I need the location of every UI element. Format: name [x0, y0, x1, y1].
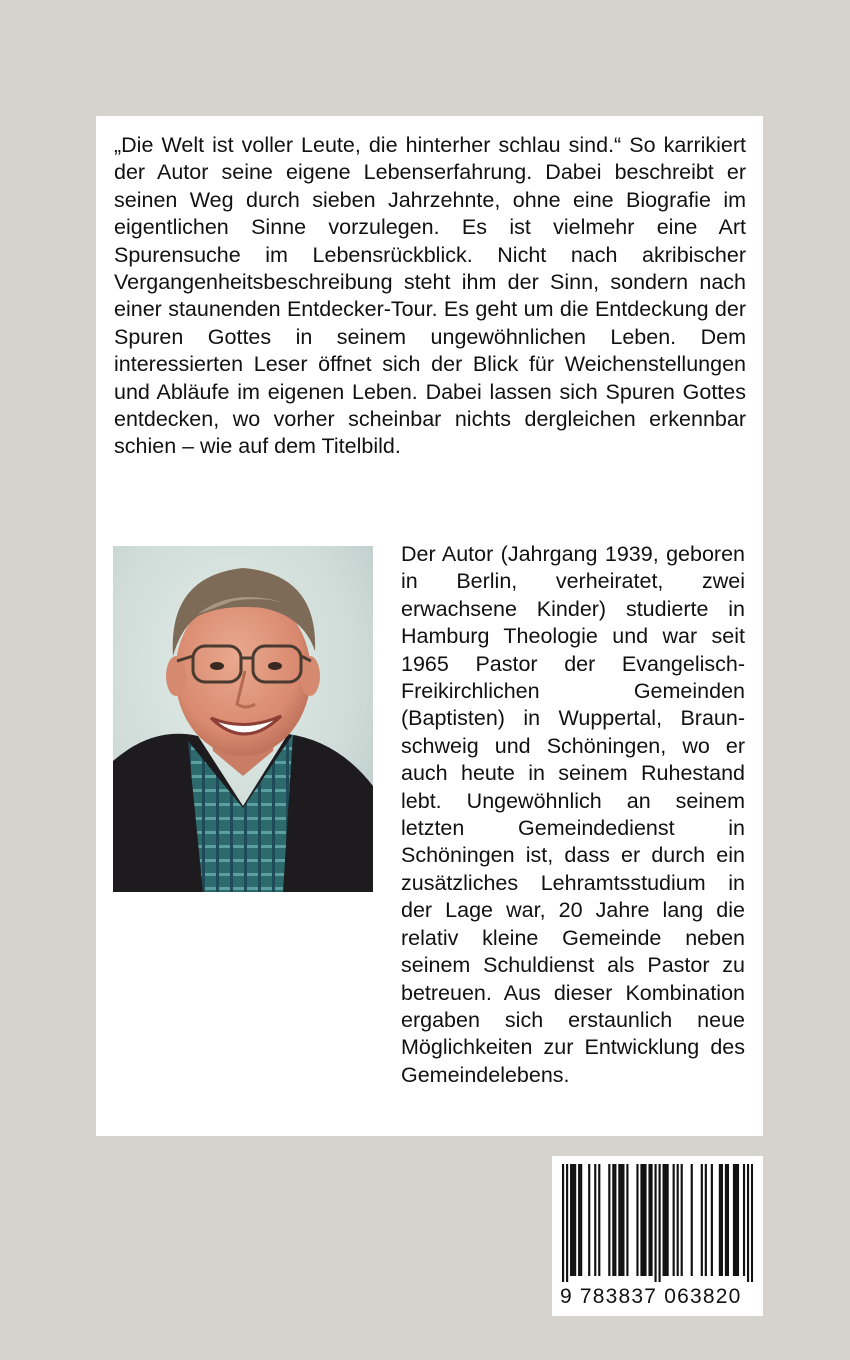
barcode-bar: [572, 1164, 574, 1276]
barcode-bar: [640, 1164, 642, 1276]
barcode-bars: [562, 1164, 753, 1282]
barcode-bar: [636, 1164, 638, 1276]
barcode-bar: [594, 1164, 596, 1276]
barcode-bar: [620, 1164, 622, 1276]
barcode-bar: [659, 1164, 661, 1282]
barcode-bar: [626, 1164, 628, 1276]
barcode-bar: [667, 1164, 669, 1276]
isbn-barcode: [552, 1156, 763, 1316]
barcode-bar: [701, 1164, 703, 1276]
barcode-bar: [727, 1164, 729, 1276]
barcode-bar: [588, 1164, 590, 1276]
barcode-bar: [673, 1164, 675, 1276]
barcode-bar: [614, 1164, 616, 1276]
barcode-bar: [580, 1164, 582, 1276]
barcode-bar: [681, 1164, 683, 1276]
barcode-bar: [747, 1164, 749, 1282]
author-portrait-icon: [113, 546, 373, 892]
barcode-bar: [735, 1164, 737, 1276]
barcode-bar: [562, 1164, 564, 1282]
barcode-bar: [711, 1164, 713, 1276]
barcode-bar: [570, 1164, 572, 1276]
barcode-bar: [574, 1164, 576, 1276]
barcode-bar: [751, 1164, 753, 1282]
barcode-bar: [642, 1164, 644, 1276]
barcode-bar: [665, 1164, 667, 1276]
barcode-bar: [721, 1164, 723, 1276]
barcode-bar: [608, 1164, 610, 1276]
barcode-bar: [705, 1164, 707, 1276]
barcode-bar: [566, 1164, 568, 1282]
barcode-bar: [650, 1164, 652, 1276]
barcode-bar: [618, 1164, 620, 1276]
author-photo: [113, 546, 373, 892]
back-cover-blurb: „Die Welt ist voller Leute, die hinterher schlau sind.“ So karrikiert der Autor seine eigene Lebenserfahrung. Dabei beschreibt er seinen Weg durch sieben Jahrzehnte, ohne eine Biografie im eigentlichen Sinne vorzulegen. Es ist vielmehr eine Art Spurensuche im Lebensrückblick. Nicht nach akribischer Vergangenheitsbeschreibung steht ihm der Sinn, sondern nach einer staunenden Entdecker-Tour. Es geht um die Entdeckung der Spuren Gottes in seinem ungewöhnlichen Leben. Dem interessierten Leser öffnet sich der Blick für Weichenstellungen und Abläufe im eigenen Leben. Dabei lassen sich Spuren Gottes entdecken, wo vorher scheinbar nichts dergleichen erkennbar schien – wie auf dem Titelbild.: [114, 133, 746, 459]
barcode-bar: [663, 1164, 665, 1276]
isbn-number: 9 783837 063820: [560, 1285, 742, 1308]
barcode-bar: [578, 1164, 580, 1276]
barcode-bar: [622, 1164, 624, 1276]
barcode-bar: [654, 1164, 656, 1282]
barcode-bar: [719, 1164, 721, 1276]
author-bio: Der Autor (Jahrgang 1939, geboren in Berlin, verheiratet, zwei erwachsene Kinder) studierte in Hamburg Theologie und war seit 1965 Pastor der Evangelisch-Freikirchlichen Gemeinden (Baptisten) in Wuppertal, Braunschweig und Schöningen, wo er auch heute in seinem Ruhestand lebt. Ungewöhnlich an seinem letzten Gemeindedienst in Schöningen ist, dass er durch ein zusätzliches Lehramtsstudium in der Lage war, 20 Jahre lang die relativ kleine Gemeinde neben seinem Schuldienst als Pastor zu betreuen. Aus dieser Kombination ergaben sich erstaunlich neue Möglichkeiten zur Entwicklung des Gemeindelebens.: [401, 542, 745, 1087]
barcode-bar: [677, 1164, 679, 1276]
barcode-bar: [743, 1164, 745, 1276]
barcode-bar: [691, 1164, 693, 1276]
barcode-bar: [733, 1164, 735, 1276]
barcode-bar: [648, 1164, 650, 1276]
barcode-bar: [612, 1164, 614, 1276]
barcode-bar: [598, 1164, 600, 1276]
barcode-bar: [725, 1164, 727, 1276]
barcode-bar: [644, 1164, 646, 1276]
barcode-bar: [737, 1164, 739, 1276]
